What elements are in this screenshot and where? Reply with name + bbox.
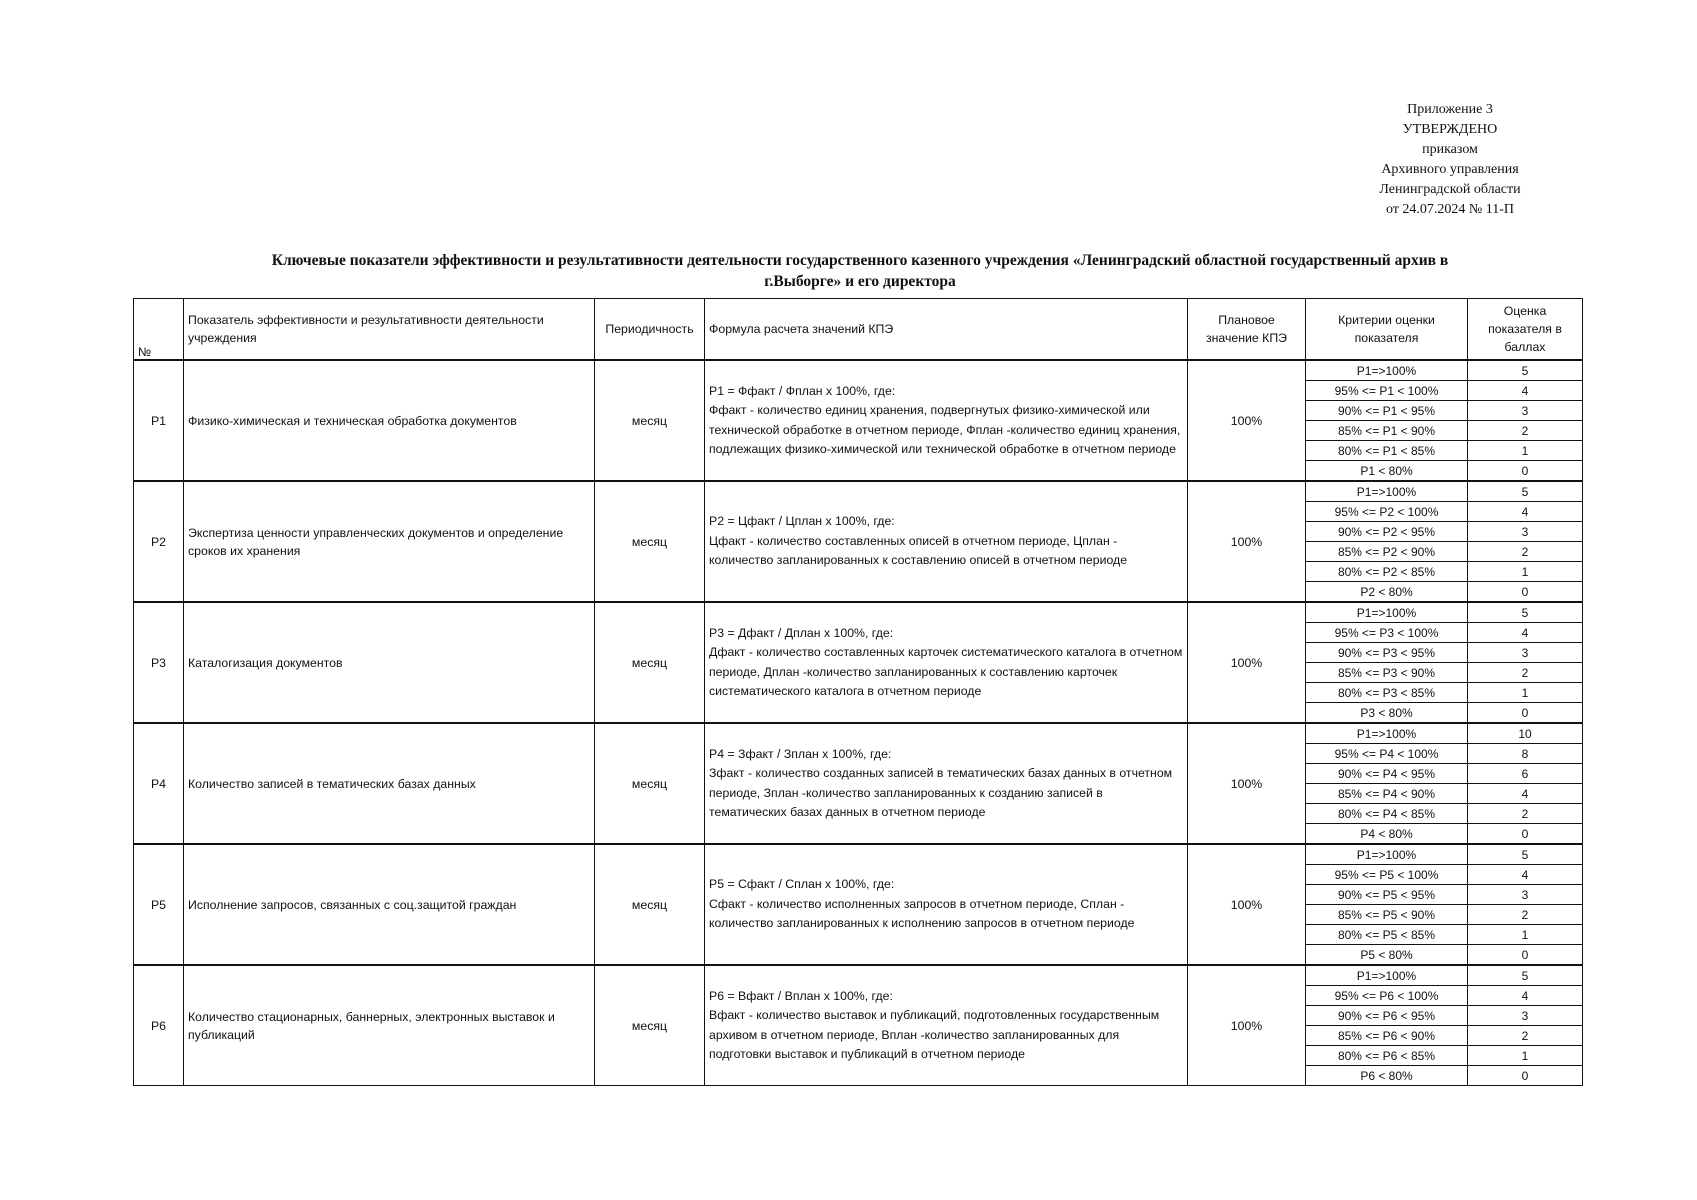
indicator-plan-value: 100% xyxy=(1188,360,1306,481)
criterion-cell: 80% <= Р6 < 85% xyxy=(1306,1046,1468,1066)
indicator-code: Р1 xyxy=(134,360,184,481)
score-cell: 3 xyxy=(1468,401,1583,421)
score-cell: 3 xyxy=(1468,643,1583,663)
indicator-name: Количество стационарных, баннерных, электронных выставок и публикаций xyxy=(184,965,595,1086)
score-cell: 0 xyxy=(1468,824,1583,845)
indicator-name: Каталогизация документов xyxy=(184,602,595,723)
score-cell: 3 xyxy=(1468,885,1583,905)
criterion-cell: 95% <= Р6 < 100% xyxy=(1306,986,1468,1006)
document-title-line-1: Ключевые показатели эффективности и результативности деятельности государственного казенного учреждения «Ленинградский областной государственный архив в xyxy=(271,252,1449,269)
indicator-formula: Р4 = Зфакт / Зплан х 100%, где: Зфакт - количество созданных записей в тематических базах данных в отчетном периоде, Зплан -количество запланированных к созданию записей в тематических базах данных в отчетном периоде xyxy=(705,723,1188,844)
criterion-cell: Р1=>100% xyxy=(1306,602,1468,623)
indicator-code: Р3 xyxy=(134,602,184,723)
indicator-plan-value: 100% xyxy=(1188,723,1306,844)
indicator-plan-value: 100% xyxy=(1188,481,1306,602)
criterion-cell: 90% <= Р3 < 95% xyxy=(1306,643,1468,663)
criterion-cell: Р1=>100% xyxy=(1306,723,1468,744)
criterion-cell: 90% <= Р4 < 95% xyxy=(1306,764,1468,784)
document-title-line-2: г.Выборге» и его директора xyxy=(764,273,956,290)
indicator-formula: Р5 = Сфакт / Сплан х 100%, где: Сфакт - количество исполненных запросов в отчетном периоде, Сплан - количество запланированных к исполнению запросов в отчетном периоде xyxy=(705,844,1188,965)
header-num: № xyxy=(134,299,184,361)
score-cell: 2 xyxy=(1468,905,1583,925)
indicator-formula: Р2 = Цфакт / Цплан х 100%, где: Цфакт - количество составленных описей в отчетном периоде, Цплан - количество запланированных к составлению описей в отчетном периоде xyxy=(705,481,1188,602)
score-cell: 1 xyxy=(1468,683,1583,703)
criterion-cell: 90% <= Р1 < 95% xyxy=(1306,401,1468,421)
score-cell: 2 xyxy=(1468,804,1583,824)
indicator-periodicity: месяц xyxy=(595,723,705,844)
score-cell: 5 xyxy=(1468,602,1583,623)
score-cell: 1 xyxy=(1468,925,1583,945)
score-cell: 0 xyxy=(1468,1066,1583,1086)
criterion-cell: Р1 < 80% xyxy=(1306,461,1468,482)
score-cell: 0 xyxy=(1468,945,1583,966)
score-cell: 5 xyxy=(1468,481,1583,502)
header-indicator: Показатель эффективности и результативности деятельности учреждения xyxy=(184,299,595,361)
score-cell: 5 xyxy=(1468,360,1583,381)
criterion-cell: 85% <= Р3 < 90% xyxy=(1306,663,1468,683)
approval-line: УТВЕРЖДЕНО xyxy=(1402,122,1498,137)
criterion-cell: Р3 < 80% xyxy=(1306,703,1468,724)
score-cell: 4 xyxy=(1468,623,1583,643)
score-cell: 8 xyxy=(1468,744,1583,764)
header-criteria: Критерии оценки показателя xyxy=(1306,299,1468,361)
criterion-cell: 85% <= Р2 < 90% xyxy=(1306,542,1468,562)
criterion-cell: 85% <= Р5 < 90% xyxy=(1306,905,1468,925)
indicator-code: Р5 xyxy=(134,844,184,965)
criterion-cell: 95% <= Р4 < 100% xyxy=(1306,744,1468,764)
criterion-cell: 95% <= Р3 < 100% xyxy=(1306,623,1468,643)
score-cell: 3 xyxy=(1468,522,1583,542)
table-row xyxy=(134,602,1583,623)
indicator-code: Р6 xyxy=(134,965,184,1086)
indicator-name: Экспертиза ценности управленческих документов и определение сроков их хранения xyxy=(184,481,595,602)
header-score: Оценка показателя в баллах xyxy=(1468,299,1583,361)
approval-line: Ленинградской области xyxy=(1379,182,1521,197)
score-cell: 4 xyxy=(1468,865,1583,885)
score-cell: 0 xyxy=(1468,582,1583,603)
table-row xyxy=(134,965,1583,986)
indicator-name: Физико-химическая и техническая обработка документов xyxy=(184,360,595,481)
score-cell: 5 xyxy=(1468,844,1583,865)
score-cell: 3 xyxy=(1468,1006,1583,1026)
score-cell: 4 xyxy=(1468,381,1583,401)
criterion-cell: Р1=>100% xyxy=(1306,360,1468,381)
indicator-formula: Р6 = Вфакт / Вплан х 100%, где: Вфакт - количество выставок и публикаций, подготовленных государственным архивом в отчетном периоде, Вплан -количество запланированных для подготовки выставок и публикаций в отчетном периоде xyxy=(705,965,1188,1086)
criterion-cell: Р1=>100% xyxy=(1306,965,1468,986)
table-header-row xyxy=(134,299,1583,361)
criterion-cell: Р4 < 80% xyxy=(1306,824,1468,845)
criterion-cell: Р6 < 80% xyxy=(1306,1066,1468,1086)
table-row xyxy=(134,723,1583,744)
indicator-formula: Р3 = Дфакт / Дплан х 100%, где: Дфакт - количество составленных карточек систематического каталога в отчетном периоде, Дплан -количество запланированных к составлению карточек систематического каталога в отчетном периоде xyxy=(705,602,1188,723)
table-row xyxy=(134,360,1583,381)
indicator-name: Количество записей в тематических базах данных xyxy=(184,723,595,844)
indicator-periodicity: месяц xyxy=(595,360,705,481)
kpi-table xyxy=(133,298,1583,1086)
header-plan: Плановое значение КПЭ xyxy=(1188,299,1306,361)
score-cell: 2 xyxy=(1468,542,1583,562)
criterion-cell: 85% <= Р6 < 90% xyxy=(1306,1026,1468,1046)
approval-line: Архивного управления xyxy=(1381,162,1519,177)
criterion-cell: Р5 < 80% xyxy=(1306,945,1468,966)
score-cell: 6 xyxy=(1468,764,1583,784)
criterion-cell: 80% <= Р2 < 85% xyxy=(1306,562,1468,582)
score-cell: 1 xyxy=(1468,1046,1583,1066)
indicator-periodicity: месяц xyxy=(595,481,705,602)
score-cell: 4 xyxy=(1468,502,1583,522)
table-row xyxy=(134,844,1583,865)
indicator-code: Р4 xyxy=(134,723,184,844)
table-body xyxy=(134,360,1583,1086)
indicator-formula: Р1 = Ффакт / Фплан х 100%, где: Ффакт - количество единиц хранения, подвергнутых физико-химической или технической обработке в отчетном периоде, Фплан -количество единиц хранения, подлежащих физико-химической или технической обработке в отчетном периоде xyxy=(705,360,1188,481)
score-cell: 5 xyxy=(1468,965,1583,986)
criterion-cell: 85% <= Р1 < 90% xyxy=(1306,421,1468,441)
score-cell: 1 xyxy=(1468,441,1583,461)
score-cell: 2 xyxy=(1468,421,1583,441)
indicator-code: Р2 xyxy=(134,481,184,602)
indicator-name: Исполнение запросов, связанных с соц.защитой граждан xyxy=(184,844,595,965)
indicator-periodicity: месяц xyxy=(595,844,705,965)
criterion-cell: 80% <= Р5 < 85% xyxy=(1306,925,1468,945)
indicator-periodicity: месяц xyxy=(595,602,705,723)
approval-line: Приложение 3 xyxy=(1407,102,1493,117)
criterion-cell: Р1=>100% xyxy=(1306,481,1468,502)
header-formula: Формула расчета значений КПЭ xyxy=(705,299,1188,361)
criterion-cell: Р2 < 80% xyxy=(1306,582,1468,603)
score-cell: 4 xyxy=(1468,986,1583,1006)
score-cell: 0 xyxy=(1468,703,1583,724)
criterion-cell: Р1=>100% xyxy=(1306,844,1468,865)
approval-stamp xyxy=(1300,100,1600,220)
indicator-plan-value: 100% xyxy=(1188,844,1306,965)
criterion-cell: 90% <= Р6 < 95% xyxy=(1306,1006,1468,1026)
indicator-plan-value: 100% xyxy=(1188,965,1306,1086)
indicator-plan-value: 100% xyxy=(1188,602,1306,723)
criterion-cell: 95% <= Р1 < 100% xyxy=(1306,381,1468,401)
table-row xyxy=(134,481,1583,502)
score-cell: 1 xyxy=(1468,562,1583,582)
header-periodicity: Периодичность xyxy=(595,299,705,361)
approval-line: от 24.07.2024 № 11-П xyxy=(1385,202,1515,217)
criterion-cell: 85% <= Р4 < 90% xyxy=(1306,784,1468,804)
criterion-cell: 90% <= Р2 < 95% xyxy=(1306,522,1468,542)
indicator-periodicity: месяц xyxy=(595,965,705,1086)
score-cell: 10 xyxy=(1468,723,1583,744)
criterion-cell: 80% <= Р3 < 85% xyxy=(1306,683,1468,703)
approval-line: приказом xyxy=(1422,142,1478,157)
score-cell: 0 xyxy=(1468,461,1583,482)
criterion-cell: 80% <= Р4 < 85% xyxy=(1306,804,1468,824)
criterion-cell: 80% <= Р1 < 85% xyxy=(1306,441,1468,461)
document-title xyxy=(150,250,1570,292)
criterion-cell: 95% <= Р2 < 100% xyxy=(1306,502,1468,522)
criterion-cell: 95% <= Р5 < 100% xyxy=(1306,865,1468,885)
score-cell: 2 xyxy=(1468,663,1583,683)
criterion-cell: 90% <= Р5 < 95% xyxy=(1306,885,1468,905)
score-cell: 2 xyxy=(1468,1026,1583,1046)
score-cell: 4 xyxy=(1468,784,1583,804)
